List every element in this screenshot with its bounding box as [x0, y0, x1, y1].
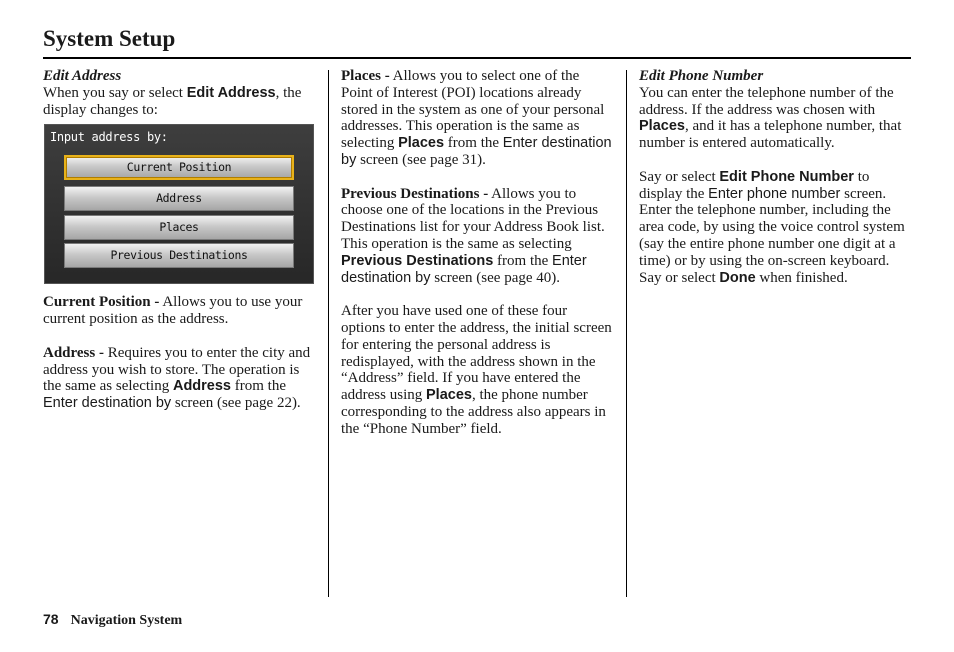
text: from the	[231, 378, 286, 395]
term: Current Position -	[43, 294, 160, 311]
footer-label: Navigation System	[70, 613, 183, 628]
command-address: Address	[172, 378, 231, 395]
text: screen (see page 31).	[356, 151, 486, 168]
text: screen. Enter the telephone number, including the area code, by using the voice control system (say the entire phone number one digit at a time) or by using the on-screen keyboard. Say or select	[639, 185, 905, 286]
text: when finished.	[755, 269, 848, 286]
screen-button-places[interactable]: Places	[64, 215, 294, 240]
paragraph-phone-edit	[639, 169, 911, 287]
section-heading-edit-phone-number: Edit Phone Number	[639, 68, 764, 84]
command-places: Places	[398, 135, 445, 152]
input-address-screen	[44, 124, 314, 284]
paragraph-previous-destinations	[341, 186, 613, 287]
screen-name: Enter destination by	[341, 135, 612, 168]
title-rule	[43, 57, 911, 59]
text: Allows you to choose one of the locations in the Previous Destinations list for your Address Book list. This operation is the same as selecting	[341, 185, 605, 252]
term: Previous Destinations -	[341, 185, 489, 202]
command-edit-phone-number: Edit Phone Number	[719, 168, 854, 185]
text: from the	[444, 135, 503, 152]
paragraph-phone-intro	[639, 85, 911, 152]
text: , the display changes to:	[43, 84, 302, 118]
column-right	[639, 68, 911, 286]
screen-button-current-position[interactable]: Current Position	[64, 155, 294, 180]
term: Address -	[43, 344, 104, 361]
screen-name: Enter phone number	[708, 185, 841, 202]
paragraph-address	[43, 345, 315, 412]
text: , the phone number corresponding to the address also appears in the “Phone Number” field.	[341, 387, 606, 437]
term: Places -	[341, 68, 390, 84]
paragraph-after	[341, 303, 613, 437]
text: After you have used one of these four options to enter the address, the initial screen for entering the personal address is redisplayed, with the address shown in the “Address” field. If you have entered the address using	[341, 303, 612, 404]
page-footer	[43, 611, 182, 629]
text: from the	[493, 252, 553, 269]
text: to display the	[639, 168, 870, 202]
screen-button-address[interactable]: Address	[64, 186, 294, 211]
text: Allows you to use your current position as the address.	[43, 294, 303, 328]
command-places: Places	[426, 387, 472, 404]
text: Allows you to select one of the Point of Interest (POI) locations already stored in the system as one of your personal addresses. This operation is the same as selecting	[341, 68, 605, 152]
paragraph-current-position	[43, 294, 315, 328]
paragraph-places	[341, 68, 613, 169]
screen-button-previous-destinations[interactable]: Previous Destinations	[64, 243, 294, 268]
text: Say or select	[639, 168, 720, 185]
column-divider	[626, 70, 627, 597]
text: You can enter the telephone number of the address. If the address was chosen with	[639, 84, 894, 118]
screen-title: Input address by:	[50, 130, 168, 145]
screen-name: Enter destination by	[341, 252, 587, 286]
text: screen (see page 40).	[430, 269, 560, 286]
text: , and it has a telephone number, that number is entered automatically.	[639, 118, 902, 152]
page-number: 78	[43, 611, 59, 627]
command-edit-address: Edit Address	[186, 84, 276, 101]
text: Requires you to enter the city and address you wish to store. The operation is the same as selecting	[43, 344, 311, 395]
text: screen (see page 22).	[171, 395, 301, 412]
column-middle	[341, 68, 613, 438]
screen-name: Enter destination by	[43, 395, 172, 412]
column-divider	[328, 70, 329, 597]
command-previous-destinations: Previous Destinations	[341, 252, 494, 269]
section-heading-edit-address: Edit Address	[43, 68, 122, 84]
command-places: Places	[639, 118, 685, 135]
page-title: System Setup	[43, 26, 176, 51]
text: When you say or select	[43, 84, 187, 101]
command-done: Done	[719, 269, 756, 286]
intro-paragraph	[43, 85, 315, 119]
column-left	[43, 68, 315, 412]
